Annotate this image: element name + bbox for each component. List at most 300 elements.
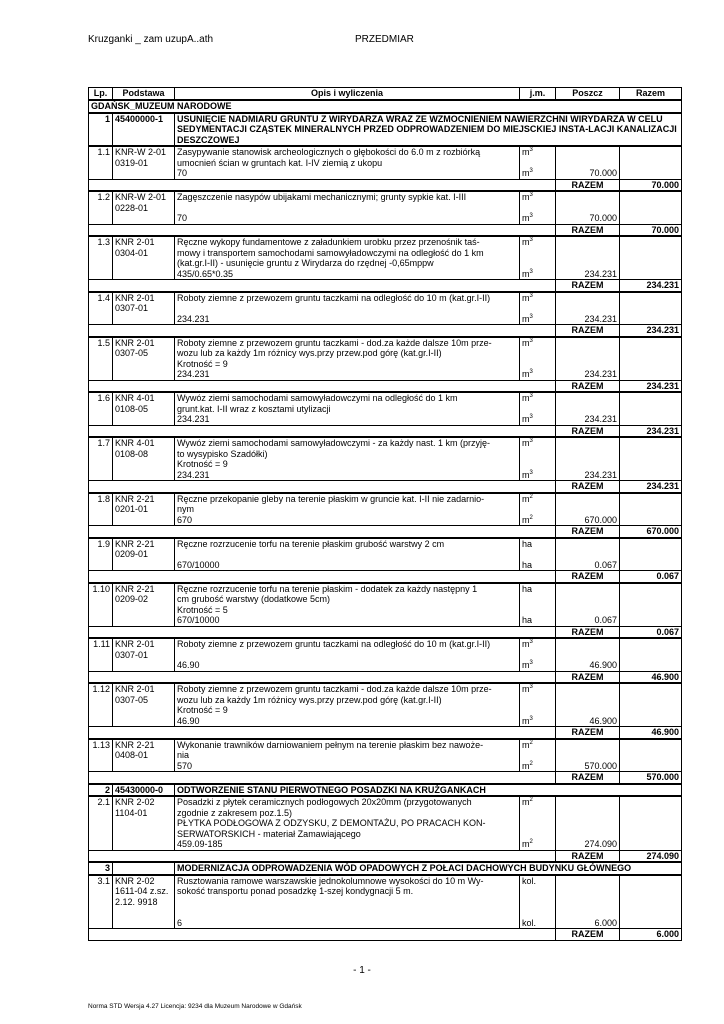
razem-spacer: [89, 671, 556, 683]
item-lp: 1.8: [89, 493, 113, 526]
item-poszcz: 70.000: [556, 191, 620, 224]
razem-row: [89, 380, 682, 392]
description-line: Roboty ziemne z przewozem gruntu taczkami - dod.za każde dalsze 10m prze-: [177, 684, 492, 694]
description-line: [177, 303, 517, 314]
item-unit-top: [522, 494, 533, 505]
item-poszcz: 0.067: [556, 538, 620, 571]
description-line: Ręczne przekopanie gleby na terenie płaskim w gruncie kat. I-II nie zadarnio-: [177, 493, 485, 504]
description-line: nia: [177, 750, 190, 760]
razem-label: RAZEM: [556, 571, 620, 583]
description-line: nym: [177, 504, 195, 514]
group-name: GDAŃSK_MUZEUM NARODOWE: [89, 100, 682, 113]
item-podstawa: KNR 2-01 0307-05: [113, 683, 175, 727]
description-line: 670/10000: [177, 559, 220, 570]
item-unit-top: [522, 876, 536, 887]
description-line: Zasypywanie stanowisk archeologicznych o głębokości do 6.0 m z rozbiórką: [177, 147, 481, 157]
razem-label: RAZEM: [556, 224, 620, 236]
item-lp: 1.1: [89, 146, 113, 179]
description-line: 46.90: [177, 715, 200, 726]
razem-value: 0.067: [620, 626, 682, 638]
razem-row: [89, 772, 682, 784]
item-poszcz: 70.000: [556, 146, 620, 179]
document-filename: Kruzganki _ zam uzupA..ath: [88, 34, 214, 45]
razem-spacer: [89, 727, 556, 739]
description-line: grunt.kat. I-II wraz z kosztami utylizacji: [177, 403, 331, 414]
item-lp: 1.11: [89, 638, 113, 671]
item-description: [175, 493, 520, 526]
razem-row: [89, 526, 682, 538]
item-unit-cell: [520, 437, 556, 481]
razem-label: RAZEM: [556, 727, 620, 739]
item-unit-cell: [520, 796, 556, 850]
item-unit-exponent: 3: [529, 313, 533, 320]
description-line: Roboty ziemne z przewozem gruntu taczkami na odległość do 10 m (kat.gr.I-II): [177, 639, 491, 649]
item-description: [175, 683, 520, 727]
item-razem-empty: [620, 437, 682, 481]
item-lp: 1.4: [89, 292, 113, 325]
item-unit-exponent: 2: [529, 493, 533, 500]
item-lp: 3.1: [89, 875, 113, 929]
item-unit-top: [522, 147, 533, 158]
description-line: 570: [177, 760, 193, 771]
footer-license: Norma STD Wersja 4.27 Licencja: 9234 dla Muzeum Narodowe w Gdańsk: [88, 1003, 302, 1010]
description-line: cm grubość warstwy (dodatkowe 5cm): [177, 594, 331, 604]
item-row: [89, 875, 682, 929]
description-line: Roboty ziemne z przewozem gruntu taczkami - dod.za każde dalsze 10m prze-: [177, 337, 492, 348]
section-code: [113, 862, 175, 875]
document-type-title: PRZEDMIAR: [355, 34, 414, 45]
description-line: wozu lub za każdy 1m różnicy wys.przy przew.pod górę (kat.gr.I-II): [177, 348, 442, 358]
item-unit-exponent: 3: [529, 168, 533, 174]
description-line: sokość transportu ponad posadzkę 1-szej kondygnacji 5 m.: [177, 886, 414, 896]
razem-value: 274.090: [620, 850, 682, 862]
item-razem-empty: [620, 875, 682, 929]
item-lp: 1.7: [89, 437, 113, 481]
item-description: [175, 739, 520, 772]
item-unit: m: [522, 739, 530, 750]
item-unit-top: [522, 393, 533, 404]
col-poszcz-header: Poszcz: [556, 88, 620, 101]
item-razem-empty: [620, 146, 682, 179]
razem-spacer: [89, 526, 556, 538]
section-title: ODTWORZENIE STANU PIERWOTNEGO POSADZKI NA KRUŻGANKACH: [175, 784, 682, 797]
item-unit-exponent: 3: [529, 337, 533, 344]
razem-label: RAZEM: [556, 929, 620, 941]
item-lp: 1.5: [89, 337, 113, 381]
description-line: [177, 897, 517, 908]
razem-label: RAZEM: [556, 481, 620, 493]
razem-value: 570.000: [620, 772, 682, 784]
item-unit-exponent: 3: [529, 213, 533, 219]
section-row: [89, 862, 682, 875]
item-podstawa: KNR 2-21 0408-01: [113, 739, 175, 772]
description-line: 234.231: [177, 313, 210, 324]
razem-label: RAZEM: [556, 179, 620, 191]
item-razem-empty: [620, 739, 682, 772]
razem-value: 234.231: [620, 380, 682, 392]
section-title: MODERNIZACJA ODPROWADZENIA WÓD OPADOWYCH Z POŁACI DACHOWYCH BUDYNKU GŁÓWNEGO: [175, 862, 682, 875]
col-podstawa-header: Podstawa: [113, 88, 175, 101]
item-unit: m: [522, 147, 530, 157]
description-line: 670/10000: [177, 615, 220, 625]
section-row: [89, 113, 682, 147]
item-unit-exponent: 3: [529, 639, 533, 645]
item-unit-exponent: 3: [529, 268, 533, 275]
item-unit: ha: [522, 538, 533, 549]
item-razem-empty: [620, 683, 682, 727]
item-unit-bottom: [522, 470, 533, 480]
item-lp: 1.3: [89, 236, 113, 280]
description-line: to wysypisko Szadółki): [177, 448, 268, 459]
item-unit: m: [522, 414, 530, 424]
razem-row: [89, 224, 682, 236]
razem-spacer: [89, 425, 556, 437]
item-poszcz: 46.900: [556, 683, 620, 727]
item-podstawa: KNR 2-02 1104-01: [113, 796, 175, 850]
item-description: [175, 337, 520, 381]
item-description: [175, 292, 520, 325]
description-line: [177, 549, 517, 560]
item-unit-exponent: 3: [529, 369, 533, 375]
description-line: Krotność = 5: [177, 604, 228, 615]
item-unit: m: [522, 237, 530, 247]
item-unit-bottom: [522, 761, 533, 771]
description-line: Rusztowania ramowe warszawskie jednokolumnowe wysokości do 10 m Wy-: [177, 875, 484, 886]
item-unit: ha: [522, 583, 533, 594]
section-row: [89, 784, 682, 797]
item-podstawa: KNR 4-01 0108-08: [113, 437, 175, 481]
item-unit-top: [522, 338, 533, 349]
item-unit: ha: [522, 615, 533, 625]
item-unit: kol.: [522, 875, 537, 886]
item-unit-cell: [520, 875, 556, 929]
item-unit: m: [522, 469, 530, 480]
item-podstawa: KNR 2-21 0201-01: [113, 493, 175, 526]
item-unit-exponent: 3: [529, 237, 533, 243]
item-unit-cell: [520, 583, 556, 627]
item-unit-bottom: [522, 560, 532, 570]
item-row: [89, 236, 682, 280]
razem-label: RAZEM: [556, 671, 620, 683]
item-unit-cell: [520, 392, 556, 425]
razem-value: 670.000: [620, 526, 682, 538]
razem-row: [89, 850, 682, 862]
item-row: [89, 191, 682, 224]
description-line: Roboty ziemne z przewozem gruntu taczkami na odległość do 10 m (kat.gr.I-II): [177, 292, 491, 303]
item-razem-empty: [620, 583, 682, 627]
razem-row: [89, 325, 682, 337]
item-unit-bottom: [522, 314, 533, 324]
item-unit: m: [522, 337, 530, 348]
item-unit-exponent: 3: [529, 660, 533, 666]
description-line: 234.231: [177, 414, 210, 424]
description-line: 70: [177, 168, 188, 178]
item-poszcz: 234.231: [556, 236, 620, 280]
col-lp-header: Lp.: [89, 88, 113, 101]
description-line: Ręczne rozrzucenie torfu na terenie płaskim - dodatek za każdy następny 1: [177, 583, 478, 594]
razem-spacer: [89, 626, 556, 638]
razem-row: [89, 626, 682, 638]
item-unit-top: [522, 684, 533, 695]
item-unit-bottom: [522, 168, 533, 178]
col-jm-header: j.m.: [520, 88, 556, 101]
razem-value: 46.900: [620, 671, 682, 683]
razem-row: [89, 425, 682, 437]
section-lp: 1: [89, 113, 113, 147]
razem-row: [89, 671, 682, 683]
section-lp: 3: [89, 862, 113, 875]
razem-value: 70.000: [620, 179, 682, 191]
item-unit: m: [522, 839, 530, 849]
item-unit-exponent: 3: [529, 393, 533, 399]
description-line: (kat.gr.I-II) - usunięcie gruntu z Wirydarza do rzędnej -0,65mppw: [177, 258, 434, 268]
item-unit: m: [522, 660, 530, 670]
item-row: [89, 739, 682, 772]
item-unit-exponent: 3: [529, 192, 533, 198]
razem-row: [89, 929, 682, 941]
description-line: 234.231: [177, 369, 210, 379]
item-unit-exponent: 3: [529, 715, 533, 722]
item-unit-top: [522, 584, 532, 595]
item-razem-empty: [620, 236, 682, 280]
item-description: [175, 796, 520, 850]
item-unit-cell: [520, 638, 556, 671]
item-unit-top: [522, 438, 533, 449]
item-poszcz: 234.231: [556, 337, 620, 381]
item-podstawa: KNR 2-21 0209-01: [113, 538, 175, 571]
razem-label: RAZEM: [556, 280, 620, 292]
description-line: [177, 203, 517, 214]
item-row: [89, 292, 682, 325]
item-razem-empty: [620, 493, 682, 526]
item-unit-bottom: [522, 716, 533, 726]
razem-spacer: [89, 224, 556, 236]
item-unit-top: [522, 237, 533, 248]
description-line: Krotność = 9: [177, 358, 228, 369]
item-unit-exponent: 3: [529, 469, 533, 476]
item-podstawa: KNR-W 2-01 0319-01: [113, 146, 175, 179]
item-lp: 1.10: [89, 583, 113, 627]
item-unit-top: [522, 797, 533, 808]
item-unit: m: [522, 438, 530, 448]
razem-row: [89, 179, 682, 191]
item-unit-cell: [520, 538, 556, 571]
description-line: Wywóz ziemi samochodami samowyładowczymi na odległość do 1 km: [177, 393, 458, 403]
item-unit: m: [522, 313, 530, 324]
description-line: Wykonanie trawników darniowaniem pełnym na terenie płaskim bez nawoże-: [177, 739, 484, 750]
razem-spacer: [89, 481, 556, 493]
item-row: [89, 146, 682, 179]
item-razem-empty: [620, 638, 682, 671]
item-unit-top: [522, 740, 533, 751]
item-razem-empty: [620, 392, 682, 425]
razem-label: RAZEM: [556, 526, 620, 538]
razem-spacer: [89, 179, 556, 191]
item-unit-cell: [520, 191, 556, 224]
razem-spacer: [89, 929, 556, 941]
item-unit-cell: [520, 493, 556, 526]
item-description: [175, 191, 520, 224]
item-unit-cell: [520, 739, 556, 772]
section-lp: 2: [89, 784, 113, 797]
item-razem-empty: [620, 337, 682, 381]
item-unit-top: [522, 639, 533, 650]
razem-label: RAZEM: [556, 626, 620, 638]
item-unit: m: [522, 369, 530, 379]
razem-spacer: [89, 380, 556, 392]
item-unit-cell: [520, 337, 556, 381]
item-unit-bottom: [522, 369, 533, 379]
item-unit-bottom: [522, 615, 532, 625]
item-razem-empty: [620, 191, 682, 224]
description-line: 670: [177, 514, 193, 525]
item-unit-cell: [520, 236, 556, 280]
description-line: zgodnie z zakresem poz.1.5): [177, 807, 293, 818]
item-podstawa: KNR-W 2-01 0228-01: [113, 191, 175, 224]
item-unit-exponent: 3: [529, 684, 533, 690]
item-podstawa: KNR 2-01 0304-01: [113, 236, 175, 280]
razem-value: 234.231: [620, 325, 682, 337]
item-unit-top: [522, 192, 533, 203]
description-line: mowy i transportem samochodami samowyładowczymi na odległość do 1 km: [177, 247, 484, 258]
item-poszcz: 570.000: [556, 739, 620, 772]
item-row: [89, 493, 682, 526]
item-unit-bottom: [522, 515, 533, 525]
item-unit-top: [522, 293, 533, 304]
item-lp: 1.6: [89, 392, 113, 425]
section-code: 45430000-0: [113, 784, 175, 797]
item-unit-top: [522, 539, 532, 550]
description-line: 70: [177, 213, 188, 223]
item-podstawa: KNR 2-02 1611-04 z.sz. 2.12. 9918: [113, 875, 175, 929]
description-line: 6: [177, 917, 183, 928]
item-description: [175, 146, 520, 179]
item-podstawa: KNR 4-01 0108-05: [113, 392, 175, 425]
item-unit: m: [522, 168, 530, 178]
description-line: Zagęszczenie nasypów ubijakami mechanicznymi; grunty sypkie kat. I-III: [177, 192, 467, 202]
item-unit-bottom: [522, 660, 533, 670]
description-line: Krotność = 9: [177, 705, 228, 715]
description-line: PŁYTKA PODŁOGOWA Z ODZYSKU, Z DEMONTAŻU, PO PRACACH KON-: [177, 818, 486, 828]
razem-value: 46.900: [620, 727, 682, 739]
item-lp: 1.13: [89, 739, 113, 772]
description-line: Posadzki z płytek ceramicznych podłogowych 20x20mm (przygotowanych: [177, 797, 472, 807]
item-unit-cell: [520, 146, 556, 179]
razem-label: RAZEM: [556, 380, 620, 392]
item-unit: m: [522, 514, 530, 525]
description-line: [177, 650, 517, 661]
description-line: 46.90: [177, 660, 200, 670]
col-opis-header: Opis i wyliczenia: [175, 88, 520, 101]
item-unit-exponent: 2: [529, 839, 533, 845]
section-code: 45400000-1: [113, 113, 175, 147]
description-line: Ręczne wykopy fundamentowe z załadunkiem urobku przez przenośnik taś-: [177, 237, 480, 247]
col-razem-header: Razem: [620, 88, 682, 101]
item-lp: 2.1: [89, 796, 113, 850]
item-row: [89, 683, 682, 727]
razem-spacer: [89, 850, 556, 862]
group-row: [89, 100, 682, 113]
item-description: [175, 583, 520, 627]
item-unit: m: [522, 715, 530, 726]
item-unit-exponent: 2: [529, 514, 533, 521]
razem-value: 70.000: [620, 224, 682, 236]
razem-label: RAZEM: [556, 425, 620, 437]
item-row: [89, 337, 682, 381]
description-line: 459.09-185: [177, 839, 223, 849]
item-unit: m: [522, 192, 530, 202]
item-unit: m: [522, 213, 530, 223]
item-unit-exponent: 2: [529, 797, 533, 803]
item-podstawa: KNR 2-21 0209-02: [113, 583, 175, 627]
item-podstawa: KNR 2-01 0307-01: [113, 638, 175, 671]
item-lp: 1.9: [89, 538, 113, 571]
estimate-table: [88, 87, 682, 941]
item-unit: m: [522, 797, 530, 807]
razem-row: [89, 280, 682, 292]
item-razem-empty: [620, 796, 682, 850]
description-line: Wywóz ziemi samochodami samowyładowczymi - za każdy nast. 1 km (przyję-: [177, 438, 491, 448]
section-title: USUNIĘCIE NADMIARU GRUNTU Z WIRYDARZA WRAZ ZE WZMOCNIENIEM NAWIERZCHNI WIRYDARZA W CELU SEDYMENTACJI CZĄSTEK MINERALNYCH PRZED ODPROWADZENIEM DO MIEJSCKIEJ INSTA-LACJI KANALIZACJI DESZCZOWEJ: [175, 113, 682, 147]
razem-label: RAZEM: [556, 325, 620, 337]
item-unit: m: [522, 393, 530, 403]
item-unit: m: [522, 639, 530, 649]
description-line: 234.231: [177, 469, 210, 480]
item-description: [175, 437, 520, 481]
razem-spacer: [89, 772, 556, 784]
item-unit: kol.: [522, 917, 537, 928]
item-unit-exponent: 2: [529, 760, 533, 767]
description-line: [177, 907, 517, 918]
item-unit: m: [522, 292, 530, 303]
item-row: [89, 583, 682, 627]
page-number: - 1 -: [353, 965, 371, 976]
item-unit: m: [522, 684, 530, 694]
item-podstawa: KNR 2-01 0307-01: [113, 292, 175, 325]
item-description: [175, 392, 520, 425]
item-unit: m: [522, 268, 530, 279]
item-lp: 1.12: [89, 683, 113, 727]
razem-value: 234.231: [620, 280, 682, 292]
item-razem-empty: [620, 292, 682, 325]
razem-spacer: [89, 280, 556, 292]
razem-value: 234.231: [620, 425, 682, 437]
item-poszcz: 234.231: [556, 292, 620, 325]
item-unit-cell: [520, 292, 556, 325]
item-poszcz: 670.000: [556, 493, 620, 526]
item-unit-exponent: 3: [529, 147, 533, 153]
razem-value: 0.067: [620, 571, 682, 583]
razem-value: 234.231: [620, 481, 682, 493]
item-unit-exponent: 3: [529, 414, 533, 420]
razem-value: 6.000: [620, 929, 682, 941]
description-line: Ręczne rozrzucenie torfu na terenie płaskim grubość warstwy 2 cm: [177, 538, 445, 549]
razem-row: [89, 727, 682, 739]
razem-row: [89, 481, 682, 493]
item-poszcz: 6.000: [556, 875, 620, 929]
description-line: 435/0.65*0.35: [177, 268, 234, 279]
item-unit-exponent: 3: [529, 292, 533, 299]
item-row: [89, 638, 682, 671]
item-poszcz: 234.231: [556, 392, 620, 425]
item-unit-bottom: [522, 918, 536, 928]
item-unit-cell: [520, 683, 556, 727]
item-razem-empty: [620, 538, 682, 571]
item-poszcz: 234.231: [556, 437, 620, 481]
item-unit-exponent: 2: [529, 739, 533, 746]
item-description: [175, 638, 520, 671]
description-line: Krotność = 9: [177, 459, 228, 469]
